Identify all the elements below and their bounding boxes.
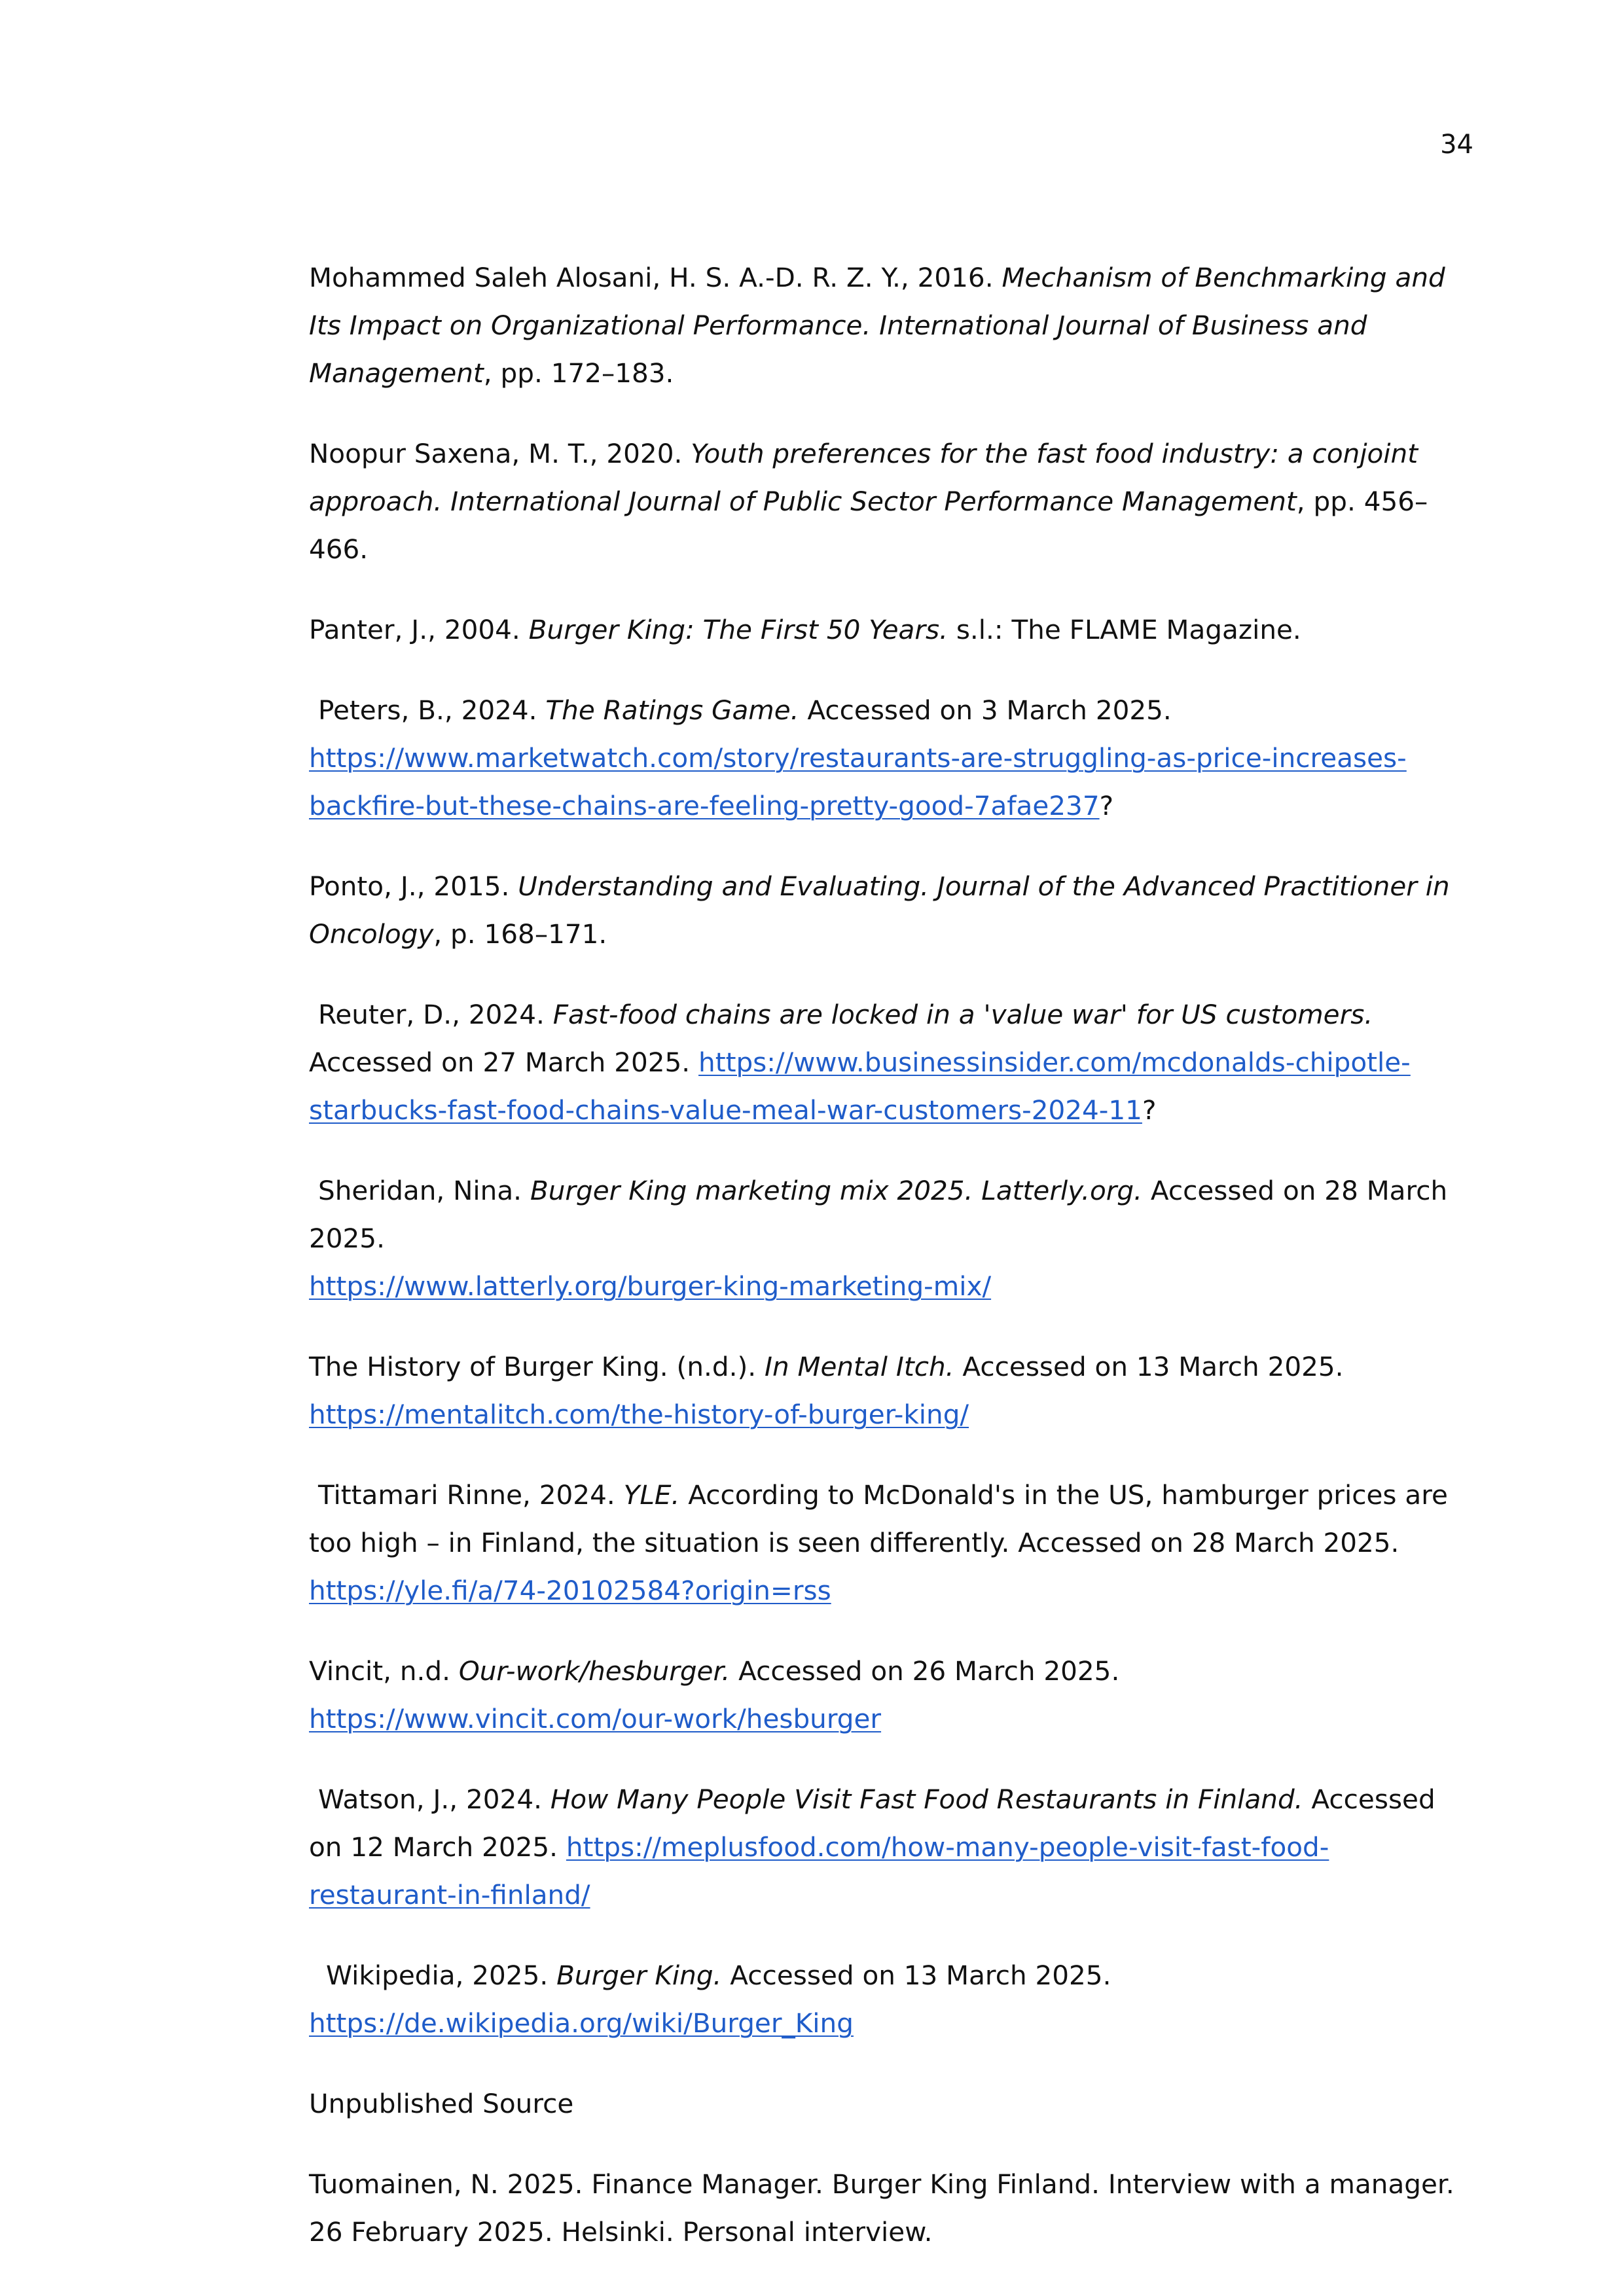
reference-title: Mechanism of Benchmarking and Its Impact on Organizational Performance. International Journal of Business and Management — [309, 262, 1445, 389]
reference-link[interactable]: https://yle.fi/a/74-20102584?origin=rss — [309, 1575, 831, 1606]
reference-entry — [309, 991, 1474, 1134]
reference-details: Accessed on 13 March 2025. — [730, 1960, 1111, 1991]
reference-entry — [309, 1776, 1474, 1919]
reference-link[interactable]: https://mentalitch.com/the-history-of-burger-king/ — [309, 1399, 969, 1430]
reference-entry — [309, 606, 1474, 654]
reference-authors: Wikipedia, 2025. — [326, 1960, 549, 1991]
reference-entry — [309, 1343, 1474, 1439]
reference-link[interactable]: https://meplusfood.com/how-many-people-visit-fast-food-restaurant-in-finland/ — [309, 1831, 1329, 1910]
reference-entry — [309, 687, 1474, 830]
reference-authors: Tittamari Rinne, 2024. — [318, 1479, 615, 1511]
reference-authors: Ponto, J., 2015. — [309, 870, 510, 902]
reference-entry — [309, 1167, 1474, 1310]
reference-link[interactable]: https://www.marketwatch.com/story/restaurants-are-struggling-as-price-increases-backfire-but-these-chains-are-feeling-pretty-good-7afae237 — [309, 742, 1407, 821]
reference-link[interactable]: https://www.vincit.com/our-work/hesburger — [309, 1703, 882, 1734]
reference-title: Understanding and Evaluating. Journal of the Advanced Practitioner in Oncology — [309, 870, 1450, 950]
reference-authors: Panter, J., 2004. — [309, 614, 520, 645]
reference-entry — [309, 863, 1474, 958]
reference-details: Accessed on 27 March 2025. — [309, 1047, 691, 1078]
reference-title: Burger King. — [556, 1960, 722, 1991]
reference-title: Burger King marketing mix 2025. Latterly.org. — [530, 1175, 1142, 1206]
reference-entry — [309, 1952, 1474, 2047]
reference-title: In Mental Itch. — [765, 1351, 954, 1382]
reference-details: Accessed on 26 March 2025. — [738, 1655, 1120, 1687]
reference-entry — [309, 1471, 1474, 1615]
reference-details: , p. 168–171. — [433, 918, 607, 950]
reference-authors: The History of Burger King. (n.d.). — [309, 1351, 757, 1382]
page-number: 34 — [1440, 130, 1473, 160]
reference-authors: Reuter, D., 2024. — [318, 999, 545, 1030]
reference-link[interactable]: https://www.latterly.org/burger-king-marketing-mix/ — [309, 1270, 992, 1302]
reference-title: Fast-food chains are locked in a 'value war' for US customers. — [552, 999, 1373, 1030]
reference-entry — [309, 254, 1474, 397]
unpublished-entry: Tuomainen, N. 2025. Finance Manager. Burger King Finland. Interview with a manager. 26 February 2025. Helsinki. Personal interview. — [309, 2168, 1454, 2248]
reference-title: The Ratings Game. — [545, 694, 799, 726]
reference-title: Youth preferences for the fast food industry: a conjoint approach. International Journal of Public Sector Performance Management — [309, 438, 1418, 517]
reference-title: YLE. — [623, 1479, 680, 1511]
reference-details: Accessed on 28 March 2025. — [309, 1175, 1448, 1254]
reference-authors: Noopur Saxena, M. T., 2020. — [309, 438, 683, 469]
reference-details: Accessed on 3 March 2025. — [807, 694, 1172, 726]
reference-link[interactable]: https://de.wikipedia.org/wiki/Burger_King — [309, 2007, 854, 2039]
reference-authors: Sheridan, Nina. — [318, 1175, 522, 1206]
reference-details: , pp. 456–466. — [309, 486, 1428, 565]
reference-authors: Watson, J., 2024. — [318, 1784, 542, 1815]
reference-entry — [309, 1647, 1474, 1743]
reference-authors: Vincit, n.d. — [309, 1655, 451, 1687]
reference-authors: Peters, B., 2024. — [318, 694, 537, 726]
reference-title: How Many People Visit Fast Food Restaurants in Finland. — [550, 1784, 1303, 1815]
reference-link[interactable]: https://www.businessinsider.com/mcdonalds-chipotle-starbucks-fast-food-chains-value-meal-war-customers-2024-11 — [309, 1047, 1411, 1126]
reference-details: , pp. 172–183. — [483, 357, 674, 389]
reference-list — [309, 254, 1474, 2289]
reference-details: Accessed on 13 March 2025. — [962, 1351, 1344, 1382]
reference-suffix: ? — [1099, 790, 1114, 821]
reference-details: Accessed on 12 March 2025. — [309, 1784, 1435, 1863]
reference-details: According to McDonald's in the US, hamburger prices are too high – in Finland, the situation is seen differently. Accessed on 28 March 2025. — [309, 1479, 1448, 1558]
reference-details: s.l.: The FLAME Magazine. — [956, 614, 1301, 645]
section-heading: Unpublished Source — [309, 2088, 574, 2119]
reference-title: Burger King: The First 50 Years. — [528, 614, 948, 645]
reference-suffix: ? — [1142, 1094, 1157, 1126]
reference-authors: Mohammed Saleh Alosani, H. S. A.-D. R. Z. Y., 2016. — [309, 262, 994, 293]
reference-title: Our-work/hesburger. — [458, 1655, 731, 1687]
reference-entry — [309, 430, 1474, 573]
